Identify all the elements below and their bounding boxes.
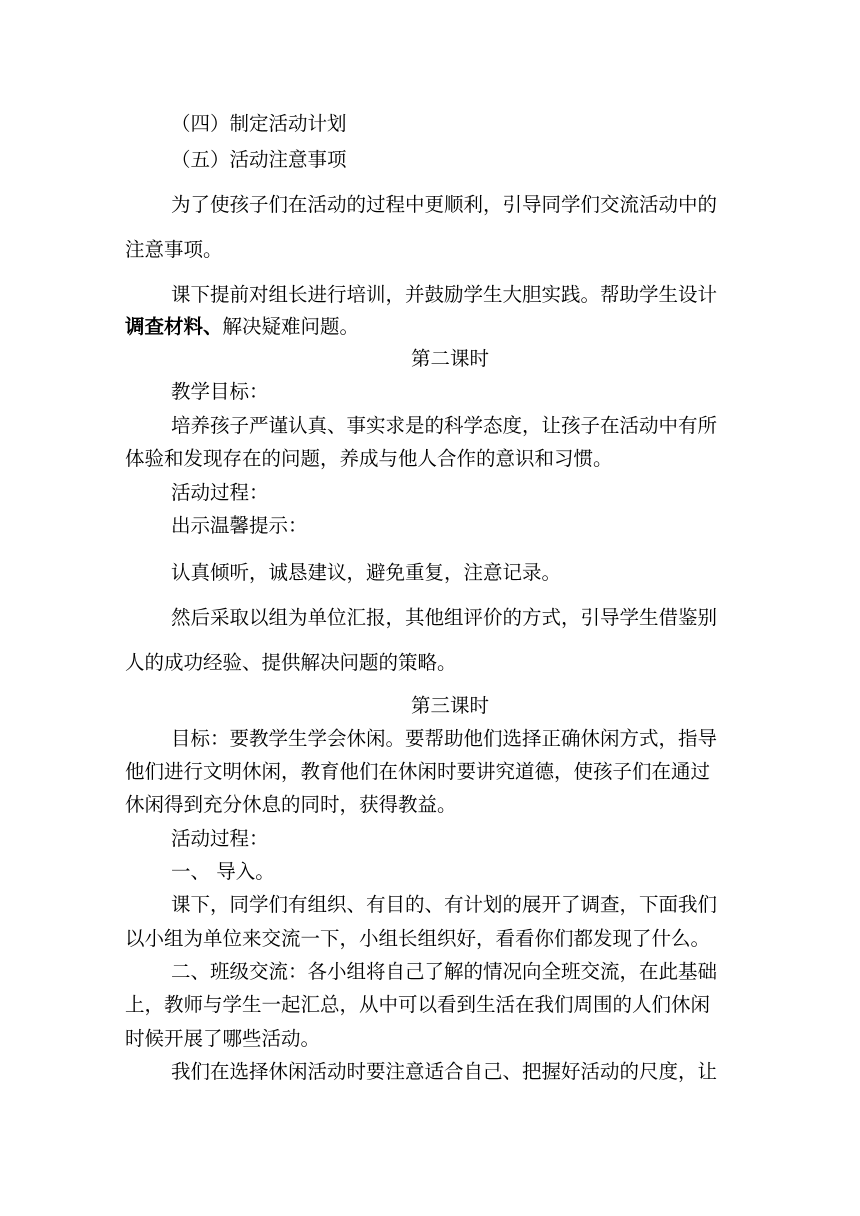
paragraph-line: 我们在选择休闲活动时要注意适合自己、把握好活动的尺度，让 xyxy=(171,1060,718,1083)
paragraph-line: 课下，同学们有组织、有目的、有计划的展开了调查，下面我们 xyxy=(171,893,718,916)
paragraph-line: 上，教师与学生一起汇总，从中可以看到生活在我们周围的人们休闲 xyxy=(125,993,711,1016)
paragraph-line: 以小组为单位来交流一下，小组长组织好，看看你们都发现了什么。 xyxy=(125,927,711,950)
paragraph-line: 目标：要教学生学会休闲。要帮助他们选择正确休闲方式，指导 xyxy=(171,727,718,750)
paragraph-line: 人的成功经验、提供解决问题的策略。 xyxy=(125,651,457,674)
bold-text: 调查材料、 xyxy=(125,315,223,338)
paragraph-line xyxy=(125,315,775,339)
paragraph-line: 休闲得到充分休息的同时，获得教益。 xyxy=(125,793,457,816)
paragraph-line: 体验和发现存在的问题，养成与他人合作的意识和习惯。 xyxy=(125,447,613,470)
paragraph-line: 教学目标： xyxy=(171,380,269,403)
paragraph-line: 为了使孩子们在活动的过程中更顺利，引导同学们交流活动中的 xyxy=(171,193,718,216)
paragraph-line: 活动过程： xyxy=(171,827,269,850)
paragraph-line: 时候开展了哪些活动。 xyxy=(125,1027,321,1050)
paragraph-line: 然后采取以组为单位汇报，其他组评价的方式，引导学生借鉴别 xyxy=(171,606,718,629)
paragraph-line: 课下提前对组长进行培训，并鼓励学生大胆实践。帮助学生设计 xyxy=(171,283,718,306)
lesson-heading-second: 第二课时 xyxy=(410,347,489,370)
paragraph-line: 认真倾听，诚恳建议，避免重复，注意记录。 xyxy=(171,561,562,584)
lesson-heading-third: 第三课时 xyxy=(410,694,489,717)
text-run: 解决疑难问题。 xyxy=(222,315,360,338)
paragraph-line: 他们进行文明休闲，教育他们在休闲时要讲究道德，使孩子们在通过 xyxy=(125,760,711,783)
paragraph-line: 出示温馨提示： xyxy=(171,514,308,537)
section-heading-plan: （四）制定活动计划 xyxy=(171,112,347,135)
paragraph-line: 培养孩子严谨认真、事实求是的科学态度，让孩子在活动中有所 xyxy=(171,414,718,437)
paragraph-line: 一、 导入。 xyxy=(171,860,275,883)
paragraph-line: 活动过程： xyxy=(171,481,269,504)
section-heading-notes: （五）活动注意事项 xyxy=(171,148,347,171)
paragraph-line: 注意事项。 xyxy=(125,238,223,261)
paragraph-line: 二、班级交流：各小组将自己了解的情况向全班交流，在此基础 xyxy=(171,960,718,983)
